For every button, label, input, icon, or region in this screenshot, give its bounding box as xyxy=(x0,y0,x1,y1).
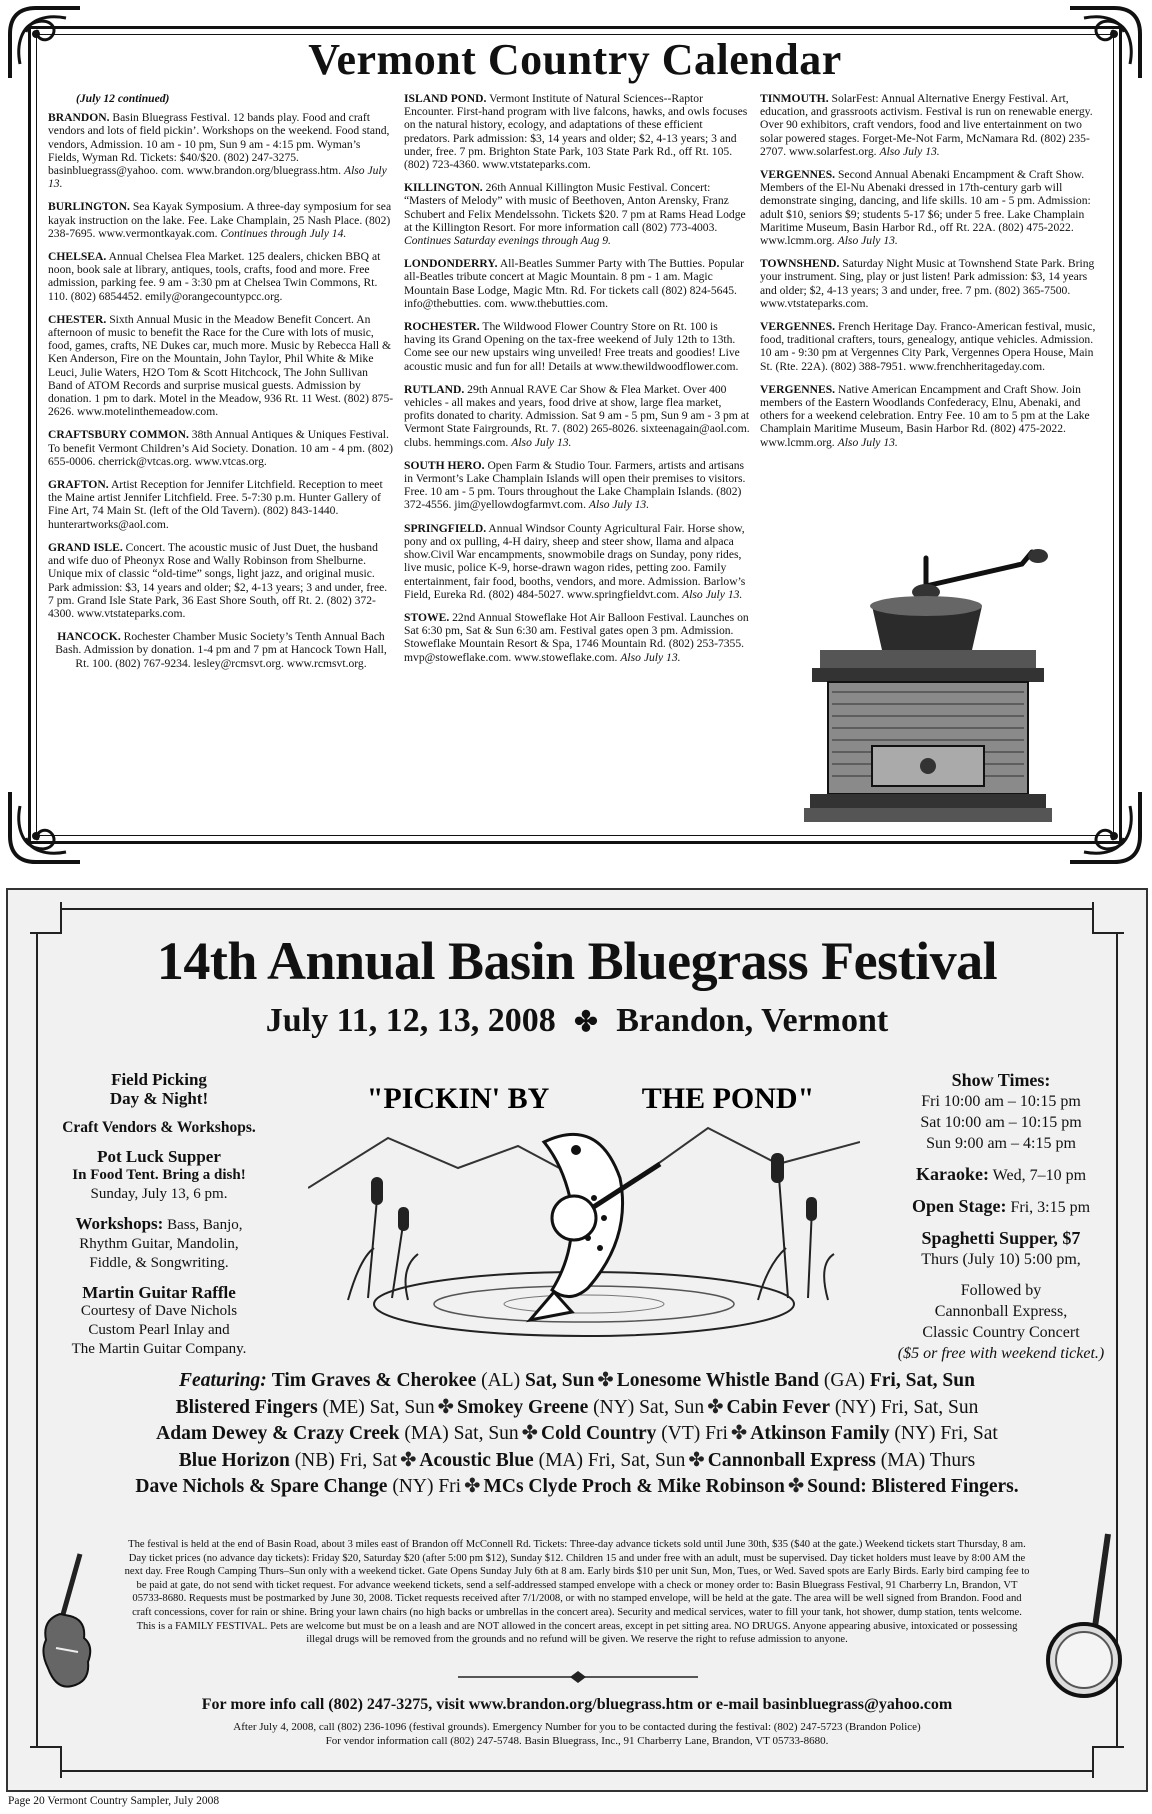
coffee-grinder-illustration xyxy=(776,546,1092,842)
event-text: Second Annual Abenaki Encampment & Craft Show. Members of the El-Nu Abenaki dressed in 17th-century garb will demonstrate singing, dancing, and life skills. 10 am - 5 pm. Admission: adult $10, seniors $9; students 5-17 $6; under 5 free. Lake Champlain Maritime Museum, Basin Harbor Rd., off Rt. 22A. (802) 475-2022. www.lcmm.org. xyxy=(760,168,1091,248)
page-footer: Page 20 Vermont Country Sampler, July 2008 xyxy=(8,1795,220,1807)
raffle-heading: Martin Guitar Raffle xyxy=(82,1283,236,1302)
event-text: Rochester Chamber Music Society’s Tenth Annual Bach Bash. Admission by donation. 1-4 pm and 7 pm at Hancock Town Hall, Rt. 100. (802) 767-9234. lesley@rcmsvt.org. www.rcmsvt.org. xyxy=(55,630,387,670)
event-note: Continues Saturday evenings through Aug 9. xyxy=(404,234,611,248)
band-origin-days: (NY) Sat, Sun xyxy=(588,1396,705,1418)
pickin-by-the-pond-illustration xyxy=(308,1068,860,1348)
event-note: Also July 13. xyxy=(837,234,898,248)
event-town: GRAND ISLE. xyxy=(48,540,123,554)
event-note: Also July 13. xyxy=(682,587,743,601)
band-name: Blistered Fingers xyxy=(175,1396,318,1418)
greek-key-corner xyxy=(30,1746,62,1778)
workshops xyxy=(48,1214,270,1273)
fleuron-icon: ✤ xyxy=(787,1476,805,1497)
band-origin-days: (NY) Fri xyxy=(387,1476,462,1497)
continued-label: (July 12 continued) xyxy=(76,92,170,105)
violin-icon xyxy=(32,1548,102,1698)
event-list xyxy=(404,92,750,664)
festival-dates: July 11, 12, 13, 2008 xyxy=(265,1002,556,1039)
workshops-line: Rhythm Guitar, Mandolin, xyxy=(79,1236,239,1252)
band-origin-days: (ME) Sat, Sun xyxy=(317,1396,435,1418)
band-origin-days: (AL) xyxy=(476,1370,525,1391)
concert-line: Classic Country Concert xyxy=(922,1324,1080,1341)
band-origin-days: (GA) xyxy=(818,1370,870,1391)
event-entry xyxy=(404,383,750,449)
event-text: Saturday Night Music at Townshend State Park. Bring your instrument. Sing, play or just listen! Park admission: $3, 14 years and older; $2, 4-13 years; 3 and under, free. 7 pm. (802) 365-7500. www.vtstateparks.com. xyxy=(760,257,1095,310)
event-town: TINMOUTH. xyxy=(760,92,829,105)
raffle-line: Courtesy of Dave Nichols xyxy=(80,1303,238,1319)
band-origin-days: (MA) Sat, Sun xyxy=(399,1423,519,1444)
craft-vendors: Craft Vendors & Workshops. xyxy=(62,1119,256,1136)
band-origin-days: (NB) Fri, Sat xyxy=(289,1449,398,1471)
vendor-contact: For vendor information call (802) 247-5748. Basin Bluegrass, Inc., 91 Charberry Lane, Brandon, VT 05733-8680. xyxy=(325,1735,829,1747)
karaoke-time: Wed, 7–10 pm xyxy=(992,1167,1087,1184)
event-entry xyxy=(48,111,394,190)
potluck-line: Sunday, July 13, 6 pm. xyxy=(90,1186,228,1202)
event-note: Also July 13. xyxy=(879,144,940,158)
event-town: CHELSEA. xyxy=(48,250,107,264)
field-picking-line: Field Picking xyxy=(111,1070,207,1089)
event-text: Open Farm & Studio Tour. Farmers, artists and artisans in Vermont’s Lake Champlain Islands will open their premises to visitors. Free. 10 am - 5 pm. Tours throughout the Lake Champlain Islands. (802) 372-4556. jim@yellowdogfarmvt.com. xyxy=(404,458,746,512)
event-entry xyxy=(760,92,1106,158)
event-entry xyxy=(760,257,1106,310)
event-text: Concert. The acoustic music of Just Duet, the husband and wife duo of Pheonyx Rose and Wally Robinson from Shelburne. Unique mix of classic “old-time” songs, light jazz, and original music. Park admission: $3, 14 years and older; $2, 4-13 years; 3 and under, free. 7 pm. Grand Isle State Park, 36 East Shore South, off Rt. 2. (802) 372-4300. www.vtstateparks.com. xyxy=(48,540,388,620)
event-entry xyxy=(404,611,750,664)
event-text: Vermont Institute of Natural Sciences--Raptor Encounter. First-hand program with live falcons, hawks, and owls focuses on the natural history, ecology, and adaptations of these efficient predators. Park admission: $3, 14 years and older; $2, 4-13 years; 3 and under, free. 7 pm. Brighton State Park, 103 State Park Rd., off Rt. 105. (802) 723-4360. www.vtstateparks.com. xyxy=(404,92,748,172)
band-name: Atkinson Family xyxy=(750,1423,890,1444)
event-entry xyxy=(404,320,750,373)
contact-details xyxy=(8,1720,1146,1748)
festival-highlights xyxy=(48,1070,270,1369)
event-town: BURLINGTON. xyxy=(48,200,130,214)
event-entry xyxy=(48,250,394,303)
lineup xyxy=(42,1368,1112,1501)
fleuron-icon: ✤ xyxy=(707,1396,724,1418)
event-text: All-Beatles Summer Party with The Butties. Popular all-Beatles tribute concert at Magic Mountain. 8 pm - 1 am. Magic Mountain Base Lodge, Magic Mtn. Rd. For tickets call (802) 824-5645. info@thebutties. com. www.thebutties.com. xyxy=(404,257,745,310)
karaoke xyxy=(886,1164,1116,1186)
emergency-contact: After July 4, 2008, call (802) 236-1096 (festival grounds). Emergency Number for you to be contacted during the festival: (802) 247-5723 (Brandon Police) xyxy=(233,1721,921,1733)
event-text: 22nd Annual Stoweflake Hot Air Balloon Festival. Launches on Sat 6:30 pm, Sat & Sun 6:30 am. Festival gates open 3 pm. Admission. Stoweflake Mountain Resort & Spa, 1746 Mountain Rd. (802) 253-7355. mvp@stoweflake.com. www.stoweflake.com. xyxy=(404,610,749,664)
event-town: VERGENNES. xyxy=(760,168,836,182)
potluck-heading: Pot Luck Supper xyxy=(97,1147,221,1166)
event-entry xyxy=(760,168,1106,247)
show-schedule xyxy=(886,1070,1116,1374)
concert-line: Followed by xyxy=(960,1282,1042,1299)
event-town: CRAFTSBURY COMMON. xyxy=(48,428,189,442)
fleuron-icon: ✤ xyxy=(597,1370,614,1391)
calendar-title: Vermont Country Calendar xyxy=(308,35,842,84)
event-town: CHESTER. xyxy=(48,312,107,326)
fleuron-icon: ✤ xyxy=(574,1007,598,1038)
fleuron-icon: ✤ xyxy=(521,1423,539,1444)
calendar-column-1 xyxy=(48,92,394,680)
band-name: Blue Horizon xyxy=(178,1449,290,1471)
show-times xyxy=(886,1070,1116,1154)
band-name: Tim Graves & Cherokee xyxy=(271,1370,477,1391)
event-text: Artist Reception for Jennifer Litchfield. Reception to meet the Maine artist Jennifer Litchfield. Free. 5-7:30 p.m. Hunter Gallery of Fine Art, 74 Main St. (left of the Old Tavern). (802) 843-1440. hunterartworks@aol.com. xyxy=(48,478,383,531)
fleuron-icon: ✤ xyxy=(437,1396,455,1418)
workshops-heading: Workshops: xyxy=(75,1214,164,1233)
concert-line: Cannonball Express, xyxy=(934,1303,1068,1320)
workshops-line: Bass, Banjo, xyxy=(167,1217,243,1233)
event-town: ISLAND POND. xyxy=(404,92,487,105)
band-name: Smokey Greene xyxy=(457,1396,589,1418)
show-time: Sat 10:00 am – 10:15 pm xyxy=(920,1114,1082,1131)
band-name: MCs Clyde Proch & Mike Robinson xyxy=(483,1476,785,1497)
event-text: Basin Bluegrass Festival. 12 bands play. Food and craft vendors and lots of field pickin’. Workshops on the weekend. Food stand, vendors, Admission. 10 am - 10 pm, Sun 9 am - 4:15 pm. Wyman’s Fields, Wyman Rd. Tickets: $40/$20. (802) 247-3275. basinbluegrass@yahoo. com. www.brandon.org/bluegrass.htm. xyxy=(48,111,390,178)
festival-place: Brandon, Vermont xyxy=(616,1002,889,1039)
calendar-column-2 xyxy=(404,92,750,674)
spaghetti-supper xyxy=(886,1228,1116,1270)
event-entry xyxy=(48,313,394,419)
band-name: Acoustic Blue xyxy=(419,1449,534,1471)
band-days: Sat, Sun xyxy=(524,1370,595,1391)
band-name: Cold Country xyxy=(541,1423,657,1444)
event-note: Continues through July 14. xyxy=(220,226,347,240)
band-name: Sound: Blistered Fingers. xyxy=(807,1476,1019,1497)
event-town: TOWNSHEND. xyxy=(760,257,840,271)
fleuron-icon: ✤ xyxy=(688,1449,705,1471)
event-town: BRANDON. xyxy=(48,111,110,125)
event-town: RUTLAND. xyxy=(404,382,465,396)
event-note: Also July 13. xyxy=(620,650,681,664)
event-entry xyxy=(760,320,1106,373)
event-note: Also July 13. xyxy=(588,498,650,512)
event-text: 38th Annual Antiques & Uniques Festival. To benefit Vermont Children’s Aid Society. Donation. 10 am - 4 pm. (802) 655-0006. cherrick@vtcas.org. www.vtcas.org. xyxy=(48,428,394,468)
greek-key-corner xyxy=(1092,1746,1124,1778)
spaghetti-time: Thurs (July 10) 5:00 pm, xyxy=(921,1251,1081,1268)
event-list xyxy=(48,111,394,670)
field-picking-line: Day & Night! xyxy=(109,1089,209,1108)
band-name: Lonesome Whistle Band xyxy=(616,1370,819,1391)
lineup-row xyxy=(42,1474,1112,1501)
event-note: Also July 13. xyxy=(511,435,572,449)
event-town: VERGENNES. xyxy=(760,320,836,334)
event-note: Also July 13. xyxy=(48,164,387,191)
band-name: Cabin Fever xyxy=(726,1396,830,1418)
event-entry xyxy=(760,383,1106,449)
event-town: KILLINGTON. xyxy=(404,181,483,195)
event-town: GRAFTON. xyxy=(48,478,109,492)
event-town: SPRINGFIELD. xyxy=(404,521,487,535)
show-time: Fri 10:00 am – 10:15 pm xyxy=(921,1093,1081,1110)
workshops-line: Fiddle, & Songwriting. xyxy=(89,1255,229,1271)
fleuron-icon: ✤ xyxy=(400,1449,417,1471)
show-times-heading: Show Times: xyxy=(951,1070,1051,1090)
spaghetti-heading: Spaghetti Supper, $7 xyxy=(921,1228,1081,1248)
event-entry xyxy=(48,200,394,240)
event-list xyxy=(760,92,1106,449)
fleuron-icon: ✤ xyxy=(730,1423,748,1444)
event-town: LONDONDERRY. xyxy=(404,257,498,271)
event-text: Annual Windsor County Agricultural Fair. Horse show, pony and ox pulling, 4-H dairy, sheep and steer show, llama and alpaca show.Civil War encampments, snowmobile drags on Sunday, pony rides, live music, police K-9, horse-drawn wagon rides, petting zoo. Family entertainment, fair food, booths, vendors, and more. Admission. Barlow’s Field, Eureka Rd. (802) 484-5027. www.springfieldvt.com. xyxy=(404,521,746,601)
event-text: Native American Encampment and Craft Show. Join members of the Eastern Woodlands Confederacy, Elnu, Abenaki, and others for a weekend celebration. Entry Fee. 10 am to 5 pm at the Lake Champlain Maritime Museum, Basin Harbor Rd. (802) 475-2022. www.lcmm.org. xyxy=(760,382,1090,449)
karaoke-heading: Karaoke: xyxy=(915,1164,989,1184)
field-picking xyxy=(48,1070,270,1108)
more-info-line: For more info call (802) 247-3275, visit www.brandon.org/bluegrass.htm or e-mail basinbluegrass@yahoo.com xyxy=(201,1696,953,1713)
lineup-row xyxy=(42,1421,1112,1448)
event-text: The Wildwood Flower Country Store on Rt. 100 is having its Grand Opening on the tax-free weekend of July 12th to 13th. Come see our new upstairs wing unveiled! Free treats and goodies! Live acoustic music and fun for all! Details at www.thewildwoodflower.com. xyxy=(404,320,740,373)
event-entry xyxy=(404,181,750,247)
event-town: VERGENNES. xyxy=(760,382,836,396)
event-text: Sea Kayak Symposium. A three-day symposium for sea kayak instruction on the lake. Fee. Lake Champlain, 25 Nash Place. (802) 238-7695. www.vermontkayak.com. xyxy=(48,200,392,240)
banjo-icon xyxy=(1044,1530,1128,1700)
ticket-fine-print: The festival is held at the end of Basin Road, about 3 miles east of Brandon off McConnell Rd. Tickets: Three-day advance tickets sold until June 30th, $35 ($40 at the gate.) Weekend tickets start Thursday, 8 am. Day ticket prices (no advance day tickets): Friday $20, Saturday $20 (after 5:00 pm $12), Sunday $12. Children 15 and under free with an adult, must be supervised. Day ticket holders must leave by 8:00 AM the next day. Free Rough Camping Thurs–Sun only with a weekend ticket. Gate Opens Sunday July 6th at 8 am. Early birds $10 per unit Sun, Mon, Tues, or Wed. Saved spots are Early Birds. Early bird camping fee to be paid at gate, do not send with ticket request. For advance weekend tickets, send a self-addressed stamped envelope with a check or money order to: Basin Bluegrass Festival, 91 Charberry Ln, Brandon, VT 05733-8680. Requests must be postmarked by June 30, 2008. Ticket requests received after 7/1/2008, or with no stamped envelope, will be held at the gate. The area will be well signed from Brandon. Food and craft concessions, cover for rain or shine. Bring your lawn chairs (no high backs or umbrellas in the concert area). Security and medical services, water to fill your tank, hot shower, dump station, tents welcome. This is a FAMILY FESTIVAL. Pets are welcome but must be on a leash and are NOT allowed in the concert areas, except in pet sitting area. NO DRUGS. Anyone appearing abusive, intoxicated or possessing illegal drugs will be removed from the grounds and no refund will be given. We reserve the right to refuse admission to anyone. xyxy=(124,1539,1030,1646)
band-name: Cannonball Express xyxy=(707,1449,876,1471)
event-entry xyxy=(404,459,750,512)
event-entry xyxy=(48,478,394,531)
band-name: Adam Dewey & Crazy Creek xyxy=(156,1423,400,1444)
band-origin-days: (NY) Fri, Sat xyxy=(889,1423,998,1444)
event-entry xyxy=(48,541,394,620)
fleuron-icon: ✤ xyxy=(464,1476,481,1497)
event-town: HANCOCK. xyxy=(57,630,121,644)
event-entry xyxy=(404,522,750,601)
event-entry xyxy=(404,92,750,171)
band-origin-days: (MA) Thurs xyxy=(875,1449,976,1471)
lineup-row xyxy=(42,1448,1112,1475)
event-town: STOWE. xyxy=(404,610,450,624)
lineup-row xyxy=(42,1368,1112,1395)
potluck-supper xyxy=(48,1147,270,1204)
raffle-line: The Martin Guitar Company. xyxy=(71,1341,247,1357)
concert-line: ($5 or free with weekend ticket.) xyxy=(897,1345,1105,1362)
pond-caption-left: "PICKIN' BY xyxy=(366,1082,550,1115)
event-town: SOUTH HERO. xyxy=(404,458,485,472)
event-entry xyxy=(48,630,394,670)
open-stage xyxy=(886,1196,1116,1218)
festival-dates-place xyxy=(8,1002,1146,1040)
festival-title: 14th Annual Basin Bluegrass Festival xyxy=(156,931,998,991)
pond-caption-right: THE POND" xyxy=(641,1082,815,1115)
band-days: Fri, Sat, Sun xyxy=(869,1370,975,1391)
event-text: 29th Annual RAVE Car Show & Flea Market. Over 400 vehicles - all makes and years, food drive at show, large flea market, profits donated to charity. Admission. Sat 9 am - 5 pm, Sun 9 am - 3 pm at Vermont State Fairgrounds, Rt. 7. (802) 265-8026. sixteenagain@aol.com. clubs. hemmings.com. xyxy=(404,382,750,449)
band-origin-days: (VT) Fri xyxy=(656,1423,728,1444)
event-text: SolarFest: Annual Alternative Energy Festival. Art, education, and grassroots activism. Festival is run on renewable energy. Over 90 exhibitors, craft vendors, food and live entertainment on two solar powered stages. Forget-Me-Not Farm, McNamara Rd. (802) 235-2707. www.solarfest.org. xyxy=(760,92,1093,158)
event-entry xyxy=(48,428,394,468)
calendar-section xyxy=(6,4,1144,866)
cannonball-concert xyxy=(886,1280,1116,1364)
potluck-line: In Food Tent. Bring a dish! xyxy=(72,1167,246,1183)
calendar-column-3 xyxy=(760,92,1106,459)
featuring-label: Featuring: xyxy=(179,1370,267,1391)
event-entry xyxy=(404,257,750,310)
band-origin-days: (NY) Fri, Sat, Sun xyxy=(829,1396,979,1418)
event-text: Sixth Annual Music in the Meadow Benefit Concert. An afternoon of music to benefit the Race for the Cure with lots of music, food, games, crafts, NE Dukes car, much more. Music by Rebecca Hall & Ken Anderson, Fire on the Mountain, John Taylor, Phil White & Mike Leuci, Julie Waters, H2O Tom & Scott Hitchcock, The John Sullivan Band of ATOM Records and surprise musical guests. Admission by donation. 1 pm to dark. Motel in the Meadow, 936 Rt. 11 West. (802) 875-2626. www.motelinthemeadow.com. xyxy=(48,312,394,419)
open-stage-time: Fri, 3:15 pm xyxy=(1010,1199,1091,1216)
event-town: ROCHESTER. xyxy=(404,320,480,334)
show-time: Sun 9:00 am – 4:15 pm xyxy=(926,1135,1076,1152)
event-note: Also July 13. xyxy=(837,435,898,449)
guitar-raffle xyxy=(48,1283,270,1359)
band-origin-days: (MA) Fri, Sat, Sun xyxy=(533,1449,686,1471)
event-text: 26th Annual Killington Music Festival. Concert: “Masters of Melody” with music of Beethoven, Anton Arensky, Franz Schubert and Felix Mendelssohn. Tickets $20. 7 pm at Rams Head Lodge at the Killington Resort. For more information call (802) 773-4003. xyxy=(404,181,746,234)
band-name: Dave Nichols & Spare Change xyxy=(135,1476,388,1497)
festival-ad xyxy=(6,888,1148,1792)
open-stage-heading: Open Stage: xyxy=(911,1196,1007,1216)
divider-ornament-icon xyxy=(458,1670,698,1684)
raffle-line: Custom Pearl Inlay and xyxy=(88,1322,230,1338)
event-text: French Heritage Day. Franco-American festival, music, food, traditional crafters, tours, genealogy, antique vehicles. Admission. 10 am - 9:30 pm at Vergennes City Park, Vergennes Opera House, Main St. (Rte. 22A). (802) 388-7951. www.frenchheritageday.com. xyxy=(760,320,1096,373)
lineup-row xyxy=(42,1395,1112,1422)
event-text: Annual Chelsea Flea Market. 125 dealers, chicken BBQ at noon, book sale at library, antiques, tools, crafts, food and more. Free admission, parking fee. 9 am - 3:30 pm at Chelsea Twin Commons, Rt. 110. (802) 6854452. emily@orangecountypcc.org. xyxy=(48,250,381,303)
